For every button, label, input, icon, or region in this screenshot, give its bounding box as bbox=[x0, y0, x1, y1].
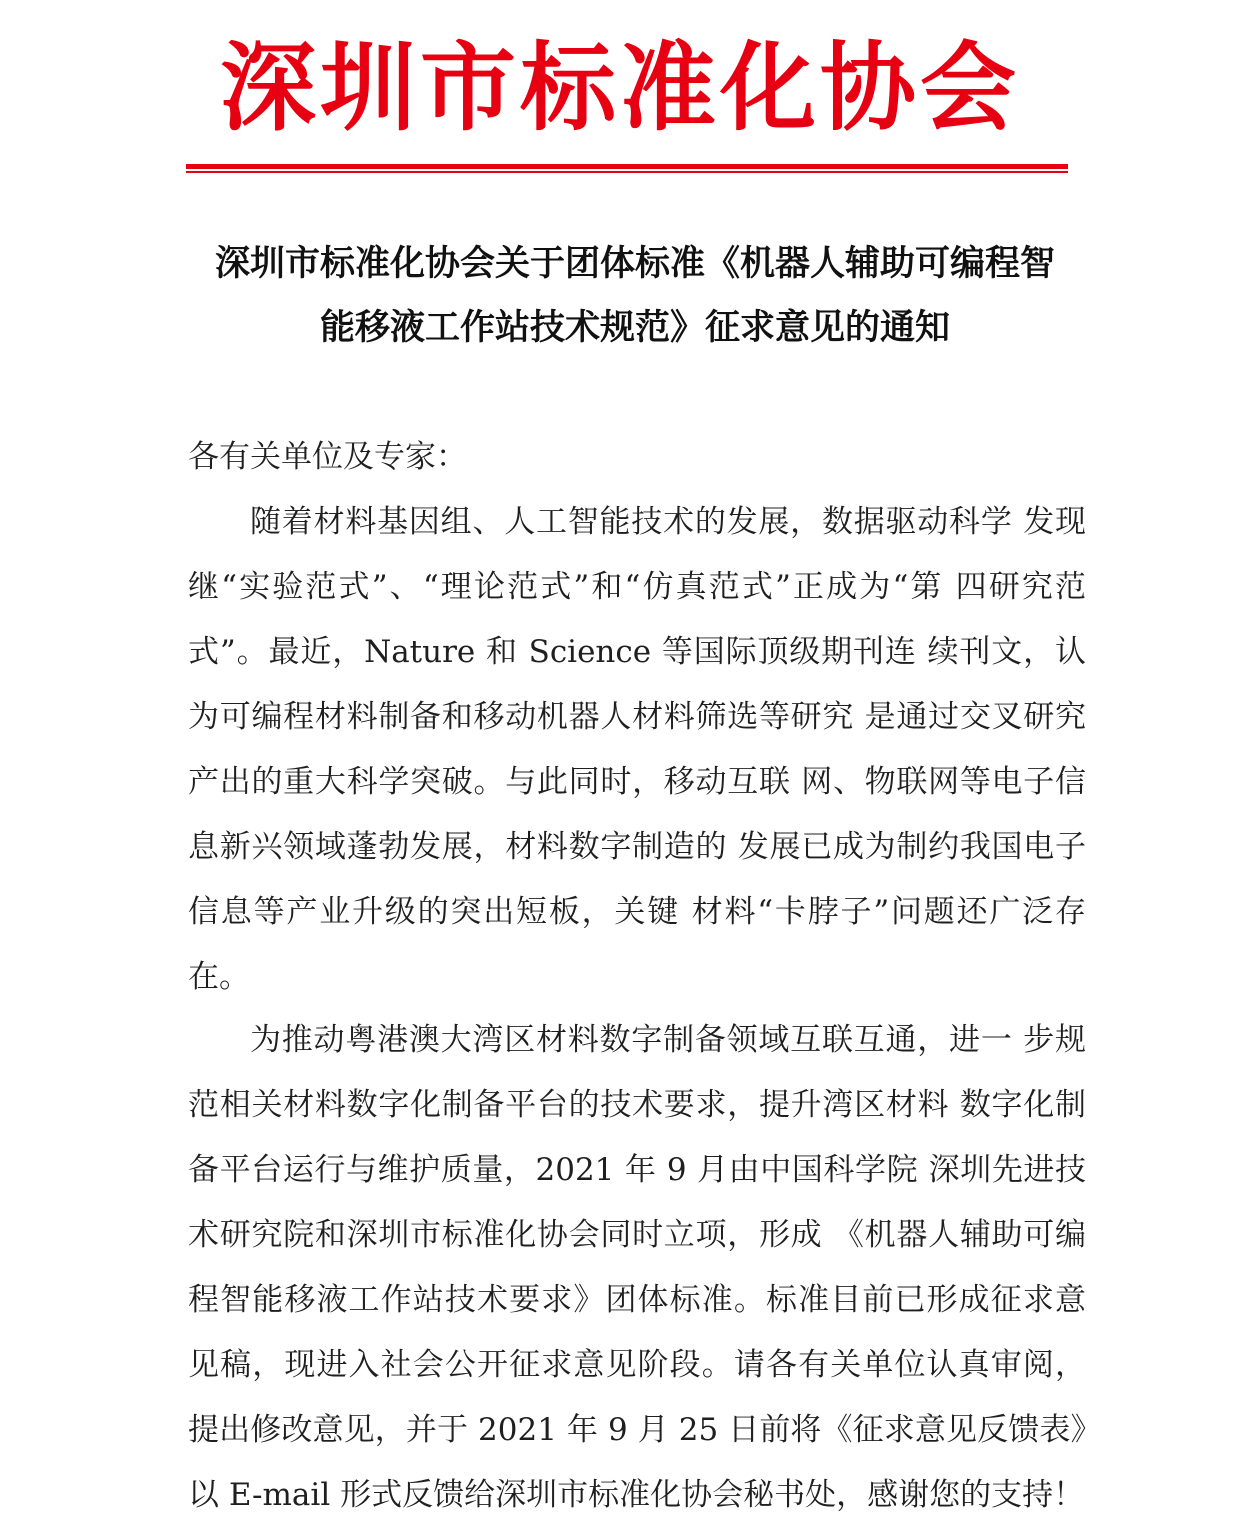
letterhead-divider-thin bbox=[186, 171, 1068, 173]
document-title-line-1: 深圳市标准化协会关于团体标准《机器人辅助可编程智 bbox=[214, 244, 1055, 284]
letterhead-organization-name: 深圳市标准化协会 bbox=[220, 32, 1020, 144]
salutation: 各有关单位及专家： bbox=[188, 439, 467, 475]
body-paragraph-1: 随着材料基因组、人工智能技术的发展，数据驱动科学 发现继“实验范式”、“理论范式”和“仿真范式”正成为“第 四研究范式”。最近，Nature 和 Science 等国际顶级期刊连 续刊文，认为可编程材料制备和移动机器人材料筛选等研究 是通过交叉研究产出的重大科学突破。与此同时，移动互联 网、物联网等电子信息新兴领域蓬勃发展，材料数字制造的 发展已成为制约我国电子信息等产业升级的突出短板，关键 材料“卡脖子”问题还广泛存在。 bbox=[188, 504, 1086, 995]
document-title-line-2: 能移液工作站技术规范》征求意见的通知 bbox=[319, 308, 950, 348]
body-paragraph-2: 为推动粤港澳大湾区材料数字制备领域互联互通，进一 步规范相关材料数字化制备平台的技术要求，提升湾区材料 数字化制备平台运行与维护质量，2021 年 9 月由中国科学院 深圳先进技术研究院和深圳市标准化协会同时立项，形成 《机器人辅助可编程智能移液工作站技术要求》团体标准。标准目前已形成征求意见稿，现进入社会公开征求意见阶段。请各有关单位认真审阅，提出修改意见，并于 2021 年 9 月 25 日前将《征求意见反馈表》以 E-mail 形式反馈给深圳市标准化协会秘书处，感谢您的支持！ bbox=[188, 1022, 1086, 1513]
document-title bbox=[150, 232, 1120, 360]
letterhead-divider-thick bbox=[186, 164, 1068, 169]
